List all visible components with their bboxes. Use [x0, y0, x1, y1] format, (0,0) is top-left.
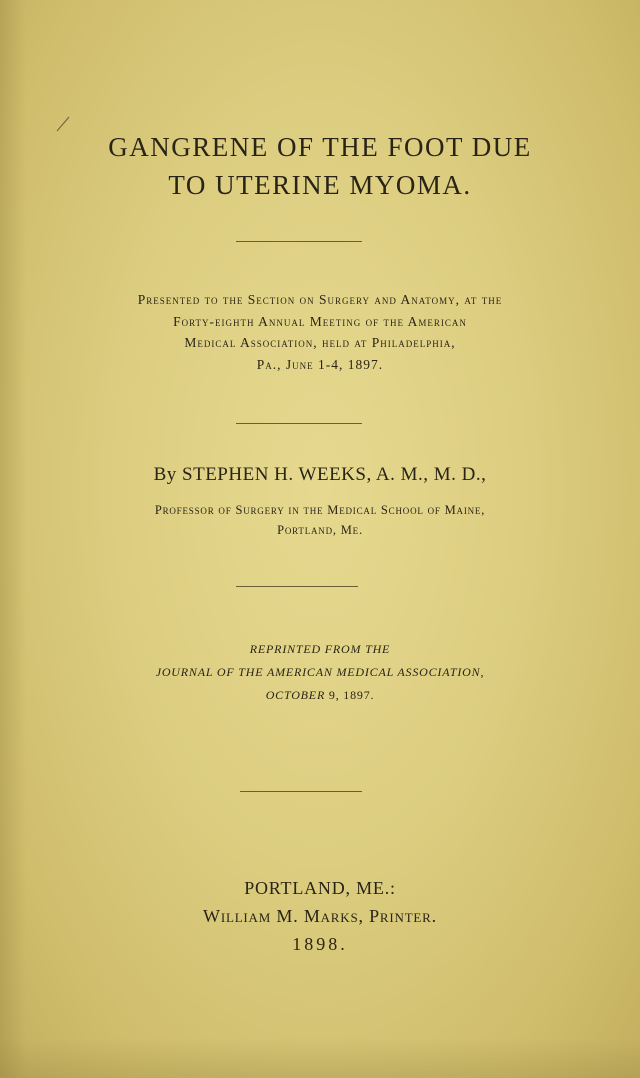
- reprint-line-1: REPRINTED FROM THE: [249, 642, 391, 656]
- imprint-city: PORTLAND, ME.:: [244, 878, 396, 898]
- presented-line-2: Forty-eighth Annual Meeting of the American: [173, 313, 467, 329]
- pencil-mark-icon: [56, 116, 70, 132]
- imprint-year: 1898.: [292, 934, 348, 954]
- reprint-month: OCTOBER: [265, 688, 326, 702]
- reprint-note: [0, 638, 640, 707]
- author-byline: [0, 462, 640, 488]
- divider-rule-1: [236, 241, 362, 242]
- reprint-line-2: JOURNAL OF THE AMERICAN MEDICAL ASSOCIATION,: [155, 665, 485, 679]
- divider-rule-3: [236, 586, 358, 587]
- imprint-printer: William M. Marks, Printer.: [203, 906, 437, 926]
- presented-line-4: Pa., June 1-4, 1897.: [256, 356, 384, 372]
- presentation-note: [0, 289, 640, 375]
- reprint-line-3: [0, 684, 640, 707]
- affiliation-line-1: Professor of Surgery in the Medical School of Maine,: [154, 503, 486, 517]
- affiliation-line-2: Portland, Me.: [277, 523, 363, 537]
- author-affiliation: [0, 500, 640, 540]
- title-line-2: TO UTERINE MYOMA.: [168, 170, 472, 200]
- presented-line-3: Medical Association, held at Philadelphia,: [184, 335, 456, 350]
- document-title: [0, 128, 640, 204]
- author-name: By STEPHEN H. WEEKS, A. M., M. D.,: [153, 464, 487, 485]
- reprint-date: 9, 1897.: [328, 688, 375, 702]
- page-bottom-shadow: [0, 1038, 640, 1078]
- divider-rule-4: [240, 791, 362, 792]
- imprint: [0, 874, 640, 958]
- title-line-1: GANGRENE OF THE FOOT DUE: [108, 132, 532, 162]
- divider-rule-2: [236, 423, 362, 424]
- presented-line-1: Presented to the Section on Surgery and Anatomy, at the: [137, 292, 503, 307]
